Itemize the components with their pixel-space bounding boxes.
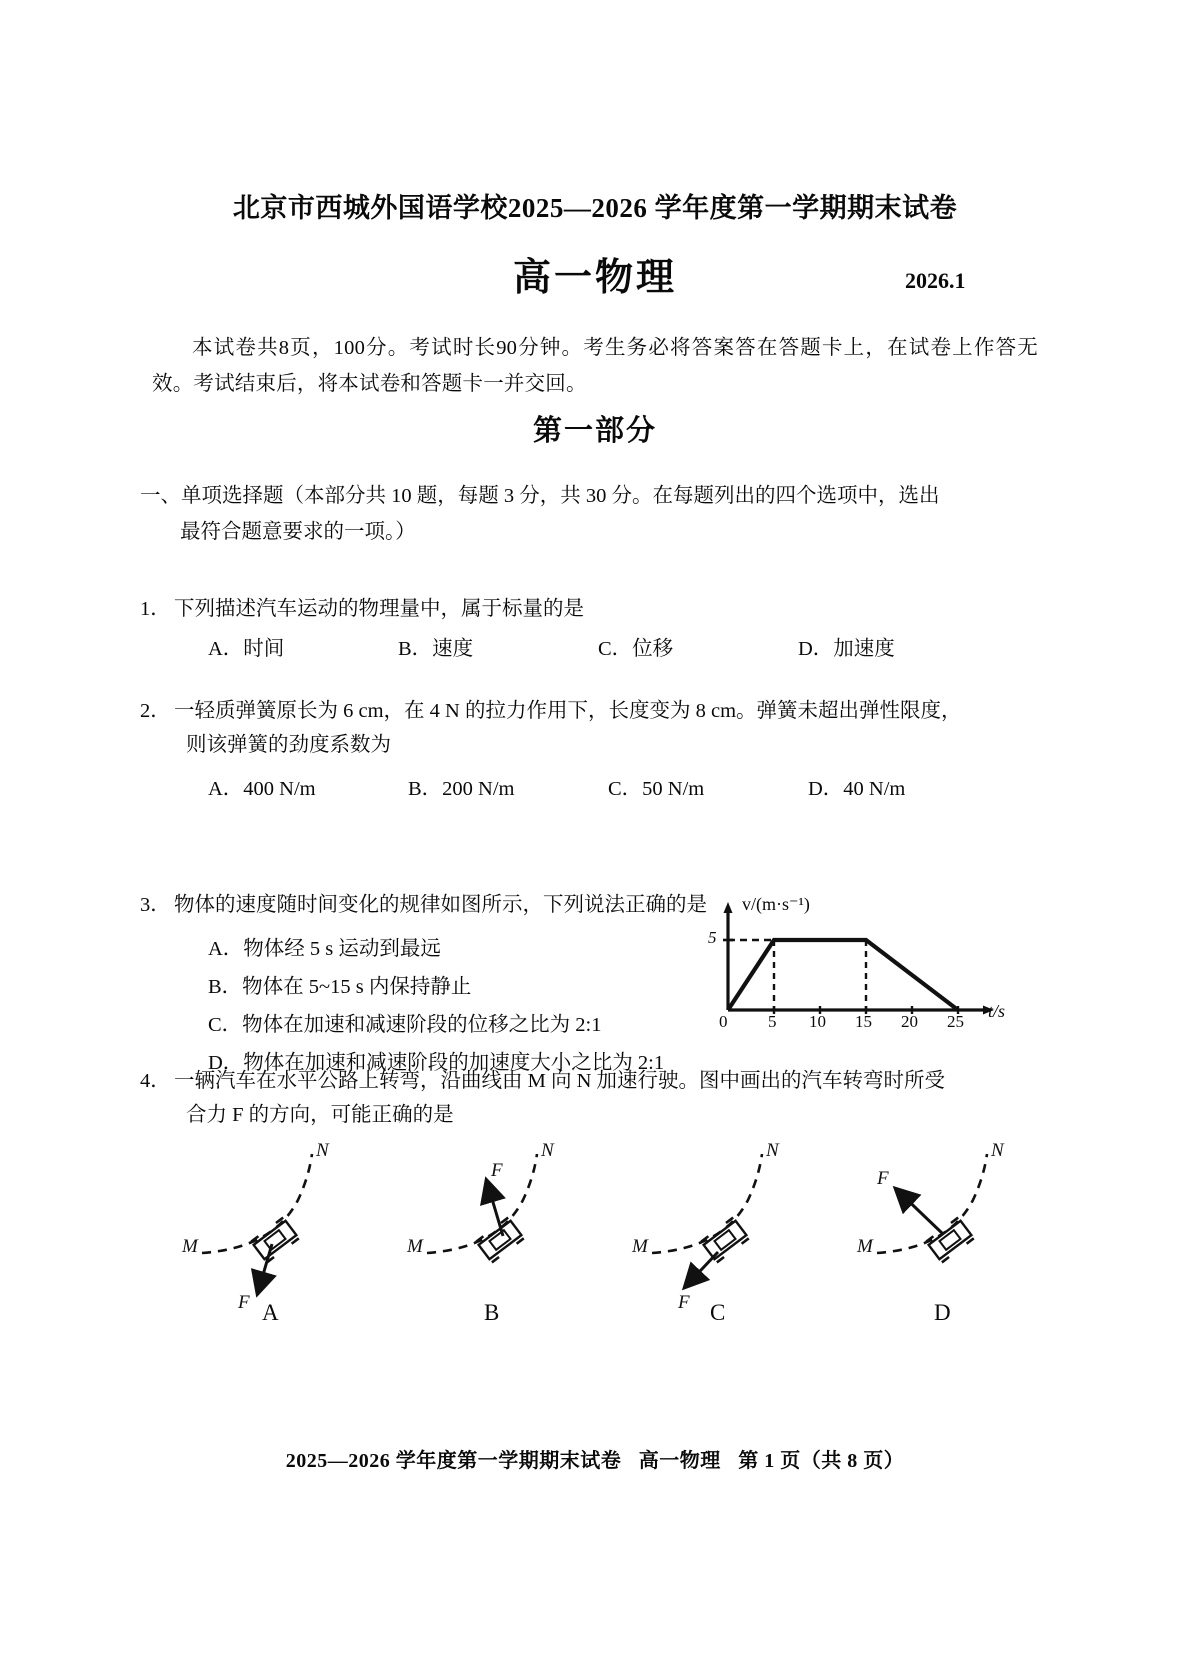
svg-text:F: F (877, 1168, 889, 1189)
question-4-stem-line2: 合力 F 的方向，可能正确的是 (186, 1104, 454, 1126)
question-1-options (174, 632, 1030, 666)
footer-page-number: 第 1 页（共 8 页） (738, 1450, 905, 1472)
question-1-body (174, 592, 1030, 666)
question-1-option-c[interactable]: C．位移 (598, 638, 674, 660)
section-intro-line1: 一、单项选择题（本部分共 10 题，每题 3 分，共 30 分。在每题列出的四个选项中，选出 (140, 485, 940, 507)
question-4-body (174, 1064, 1030, 1132)
question-2-option-d[interactable]: D．40 N/m (808, 778, 906, 800)
footer-subject: 高一物理 (638, 1450, 721, 1472)
chart-x-tick-10: 10 (809, 1012, 826, 1031)
question-3 (140, 888, 740, 1082)
question-4-figure-labels (140, 1300, 1050, 1334)
question-3-option-a[interactable]: A．物体经 5 s 运动到最远 (208, 938, 441, 960)
question-3-stem: 物体的速度随时间变化的规律如图所示，下列说法正确的是 (174, 894, 707, 916)
svg-text:F: F (238, 1292, 250, 1313)
question-3-options (174, 930, 734, 1082)
question-4 (140, 1064, 1040, 1132)
svg-text:M: M (182, 1236, 198, 1257)
chart-y-axis-label: v/(m·s⁻¹) (742, 894, 810, 914)
figure-label-a: A (262, 1300, 279, 1325)
question-3-body (174, 888, 734, 1082)
figure-c-group (631, 1140, 780, 1313)
chart-x-tick-5: 5 (768, 1012, 777, 1031)
exam-instructions: 本试卷共8页，100分。考试时长90分钟。考生务必将答案答在答题卡上，在试卷上作答无效。考试结束后，将本试卷和答题卡一并交回。 (152, 337, 1038, 395)
question-3-option-b[interactable]: B．物体在 5~15 s 内保持静止 (208, 976, 472, 998)
section-intro (140, 478, 1040, 550)
svg-text:M: M (407, 1236, 423, 1257)
exam-date: 2026.1 (905, 268, 966, 293)
svg-text:N: N (991, 1140, 1004, 1161)
figure-label-b: B (484, 1300, 500, 1325)
figure-b-group (406, 1140, 555, 1262)
question-2-option-c[interactable]: C．50 N/m (608, 778, 705, 800)
chart-x-tick-20: 20 (901, 1012, 918, 1031)
velocity-time-chart (706, 894, 1006, 1031)
figure-label-d: D (934, 1300, 951, 1325)
page-footer (0, 1444, 1190, 1473)
question-1-stem: 下列描述汽车运动的物理量中，属于标量的是 (174, 598, 584, 620)
page-title: 北京市西城外国语学校2025—2026 学年度第一学期期末试卷 (232, 193, 958, 223)
chart-x-tick-0: 0 (719, 1012, 728, 1031)
section-intro-line2: 最符合题意要求的一项。） (180, 521, 416, 543)
question-3-option-c[interactable]: C．物体在加速和减速阶段的位移之比为 2:1 (208, 1014, 602, 1036)
question-2-options (174, 772, 1030, 806)
question-2-body (174, 694, 1030, 806)
figure-label-c: C (710, 1300, 726, 1325)
part-heading: 第一部分 (532, 415, 657, 447)
subject-row (0, 246, 1190, 304)
svg-text:M: M (857, 1236, 873, 1257)
question-3-number: 3． (140, 894, 171, 916)
question-1-option-b[interactable]: B．速度 (398, 638, 474, 660)
subject-title: 高一物理 (512, 257, 677, 299)
question-2-number: 2． (140, 700, 171, 722)
svg-text:F: F (678, 1292, 690, 1313)
figure-d-group (856, 1140, 1005, 1262)
question-1-option-a[interactable]: A．时间 (208, 638, 285, 660)
question-2 (140, 694, 1040, 806)
question-1-number: 1． (140, 598, 171, 620)
chart-x-tick-25: 25 (947, 1012, 964, 1031)
question-2-option-a[interactable]: A．400 N/m (208, 778, 316, 800)
question-1 (140, 592, 1040, 666)
svg-text:M: M (632, 1236, 648, 1257)
footer-years: 2025—2026 学年度第一学期期末试卷 (285, 1450, 622, 1472)
chart-x-tick-15: 15 (855, 1012, 872, 1031)
svg-text:N: N (541, 1140, 554, 1161)
question-2-option-b[interactable]: B．200 N/m (408, 778, 515, 800)
chart-x-axis-label: t/s (988, 1001, 1006, 1021)
chart-y-tick-5: 5 (708, 928, 717, 947)
question-2-stem-line2: 则该弹簧的劲度系数为 (186, 734, 391, 756)
question-4-number: 4． (140, 1070, 171, 1092)
figure-a-group (181, 1140, 330, 1313)
question-3-option-d[interactable]: D．物体在加速和减速阶段的加速度大小之比为 2:1 (208, 1052, 665, 1074)
svg-text:N: N (766, 1140, 779, 1161)
svg-text:N: N (316, 1140, 329, 1161)
question-1-option-d[interactable]: D．加速度 (798, 638, 895, 660)
svg-text:F: F (491, 1160, 503, 1181)
question-2-stem-line1: 一轻质弹簧原长为 6 cm，在 4 N 的拉力作用下，长度变为 8 cm。弹簧未超出弹性限度， (174, 700, 962, 722)
question-4-stem-line1: 一辆汽车在水平公路上转弯，沿曲线由 M 向 N 加速行驶。图中画出的汽车转弯时所受 (174, 1070, 946, 1092)
